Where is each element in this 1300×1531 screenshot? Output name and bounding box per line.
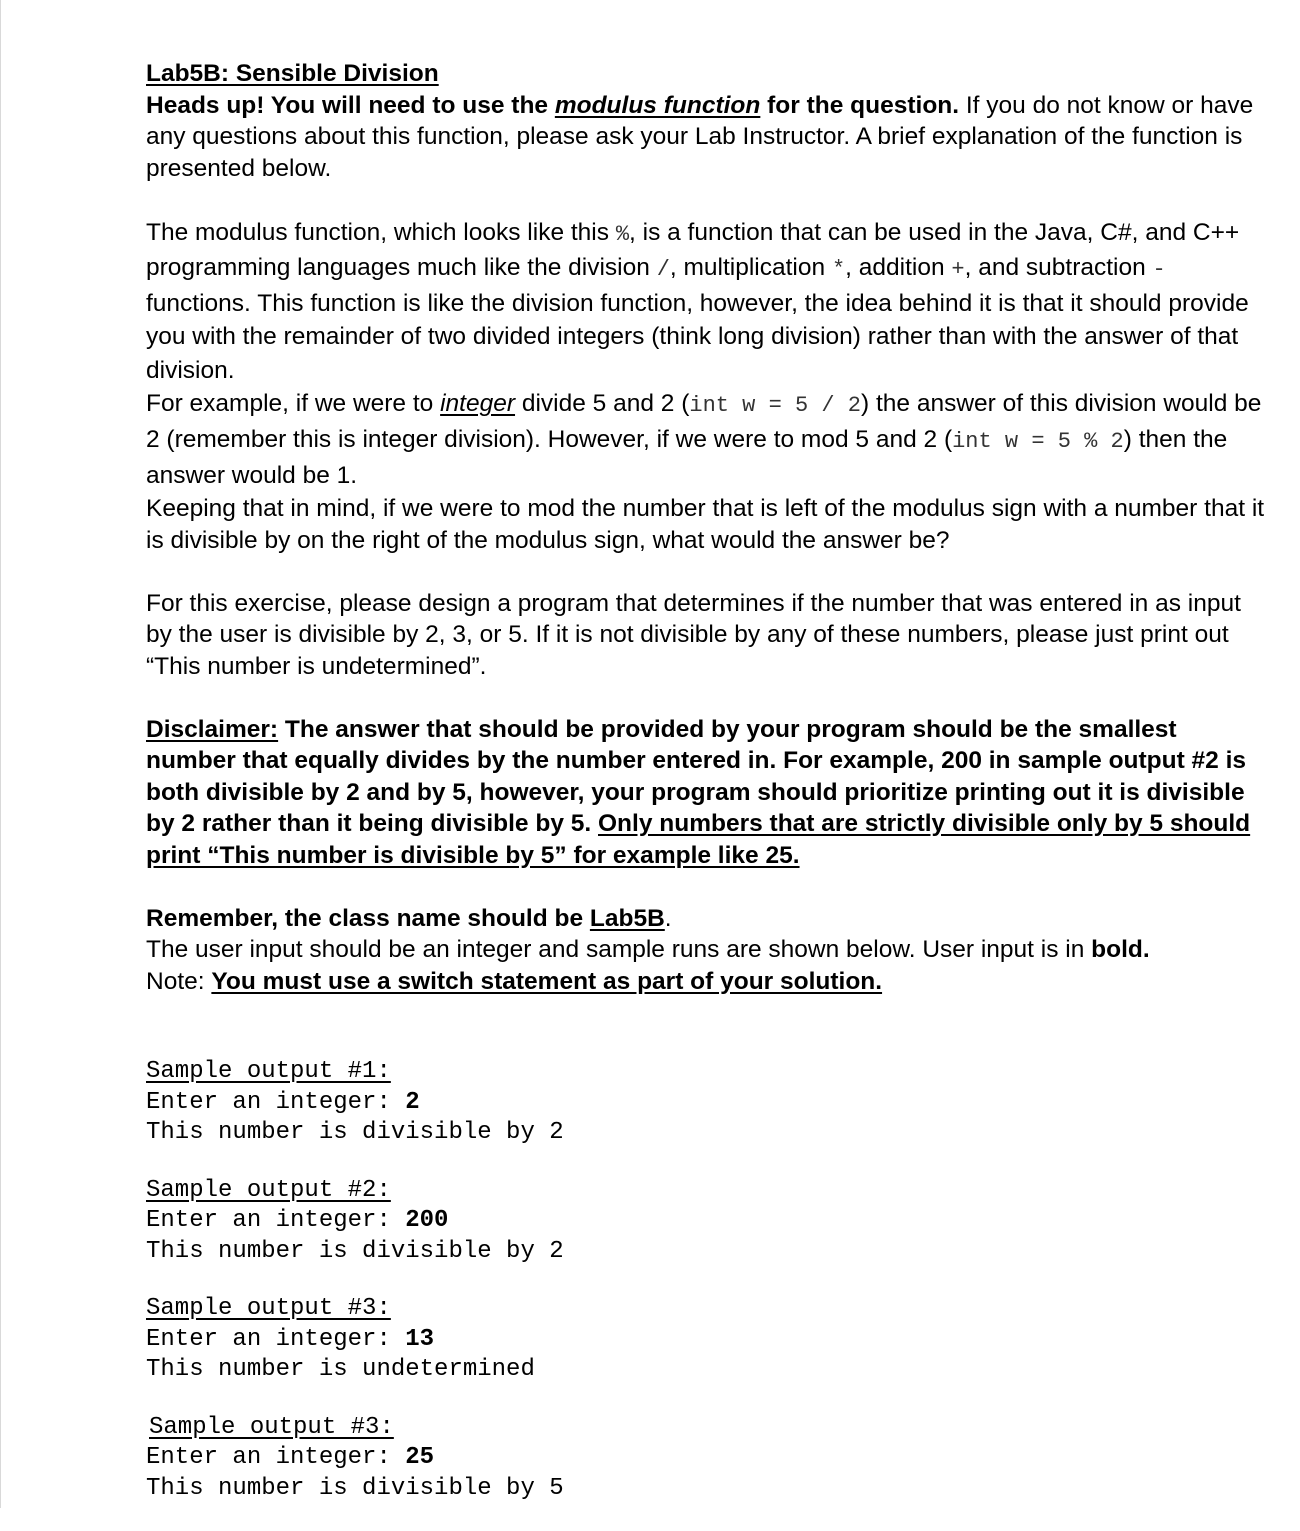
sample-output-1 [146, 1057, 1266, 1149]
keeping-in-mind-paragraph: Keeping that in mind, if we were to mod the number that is left of the modulus sign with a number that it is divisible by on the right of the modulus sign, what would the answer be? [146, 495, 1265, 554]
sample-title: Sample output #3: [146, 1295, 391, 1322]
disclaimer-paragraph [146, 714, 1266, 872]
sample-prompt: Enter an integer: [146, 1325, 406, 1353]
sample-input: 25 [405, 1444, 435, 1471]
sample-input: 200 [405, 1207, 449, 1234]
sample-result: This number is divisible by 2 [146, 1119, 564, 1146]
modulus-text-2: , is a function that can be used in the Java, C#, and C++ programming languages much like the division [146, 218, 1240, 281]
minus-symbol: - [1152, 257, 1166, 282]
sample-result: This number is divisible by 2 [146, 1237, 564, 1265]
disclaimer-underlined: Only numbers that are strictly divisible only by 5 should print “This number is divisible by 5” for example like 25. [146, 810, 1251, 869]
sample-title: Sample output #2: [146, 1176, 391, 1204]
bold-word: bold. [1091, 936, 1150, 963]
modulus-text-6: functions. This function is like the division function, however, the idea behind it is that it should provide you with the remainder of two divided integers (think long division) rather than with the answer of that division. [146, 289, 1249, 384]
sample-result: This number is divisible by 5 [146, 1474, 564, 1502]
heads-up-rest: If you do not know or have any questions about this function, please ask your Lab Instructor. A brief explanation of the function is presented below. [146, 91, 1254, 182]
modulus-explanation-paragraph [146, 216, 1266, 388]
remember-line [146, 903, 1266, 935]
sample-title: Sample output #1: [146, 1058, 391, 1085]
lab-title [146, 58, 1266, 90]
sample-result: This number is undetermined [146, 1356, 535, 1383]
percent-symbol: % [615, 221, 630, 247]
exercise-paragraph: For this exercise, please design a program that determines if the number that was entered in as input by the user is divisible by 2, 3, or 5. If it is not divisible by any of these numbers, please just print out “This number is undetermined”. [146, 589, 1241, 680]
sample-output-2 [146, 1176, 1266, 1268]
heads-up-tail: for the question. [760, 91, 960, 119]
heads-up-lead: Heads up! You will need to use the [146, 91, 555, 119]
note-text: You must use a switch statement as part of your solution. [211, 967, 883, 995]
note-line [146, 966, 1266, 998]
example-text-4: ) then the answer would be 1. [146, 426, 1228, 489]
example-paragraph [146, 387, 1266, 493]
plus-symbol: + [951, 257, 965, 282]
modulus-text-3: , multiplication [669, 254, 832, 281]
note-label: Note: [146, 967, 212, 995]
integer-division-code: int w = 5 / 2 [689, 393, 862, 418]
sample-title: Sample output #3: [149, 1413, 394, 1441]
page-edge [0, 0, 1, 1508]
modulus-text-5: , and subtraction [964, 254, 1153, 281]
integer-word: integer [440, 390, 516, 417]
modulus-text-1: The modulus function, which looks like this [146, 218, 616, 246]
modulus-function-term: modulus function [554, 91, 761, 119]
user-input-line [146, 934, 1266, 966]
sample-prompt: Enter an integer: [146, 1207, 406, 1234]
sample-prompt: Enter an integer: [146, 1444, 406, 1471]
lab-title-text: Lab5B: Sensible Division [146, 60, 439, 87]
example-text-3: ) the answer of this division would be 2 (remember this is integer division). However, if we were to mod 5 and 2 ( [146, 390, 1262, 453]
slash-symbol: / [656, 257, 670, 282]
remember-period: . [664, 904, 672, 932]
spacer [146, 682, 1266, 714]
modulus-text-4: , addition [845, 254, 952, 281]
spacer [146, 184, 1266, 216]
star-symbol: * [831, 257, 846, 282]
disclaimer-body: The answer that should be provided by your program should be the smallest number that equally divides by the number entered in. For example, 200 in sample output #2 is both divisible by 2 and by 5, however, your program should prioritize printing out it is divisible by 2 rather than it being divisible by 5. [146, 715, 1247, 837]
sample-input: 2 [405, 1088, 420, 1116]
disclaimer-label: Disclaimer: [146, 715, 279, 743]
sample-output-3 [146, 1294, 1266, 1386]
spacer [146, 871, 1266, 903]
document-body [146, 58, 1266, 1531]
spacer [146, 556, 1266, 588]
sample-prompt: Enter an integer: [146, 1088, 406, 1116]
example-text-2: divide 5 and 2 ( [515, 390, 690, 417]
sample-output-4 [146, 1413, 1266, 1505]
class-name: Lab5B [589, 904, 665, 932]
heads-up-paragraph [146, 90, 1266, 185]
user-input-text: The user input should be an integer and sample runs are shown below. User input is in [146, 936, 1092, 963]
remember-lead: Remember, the class name should be [146, 904, 590, 932]
modulus-code: int w = 5 % 2 [952, 429, 1124, 454]
sample-input: 13 [405, 1325, 435, 1353]
example-text-1: For example, if we were to [146, 390, 441, 417]
spacer [146, 997, 1266, 1057]
